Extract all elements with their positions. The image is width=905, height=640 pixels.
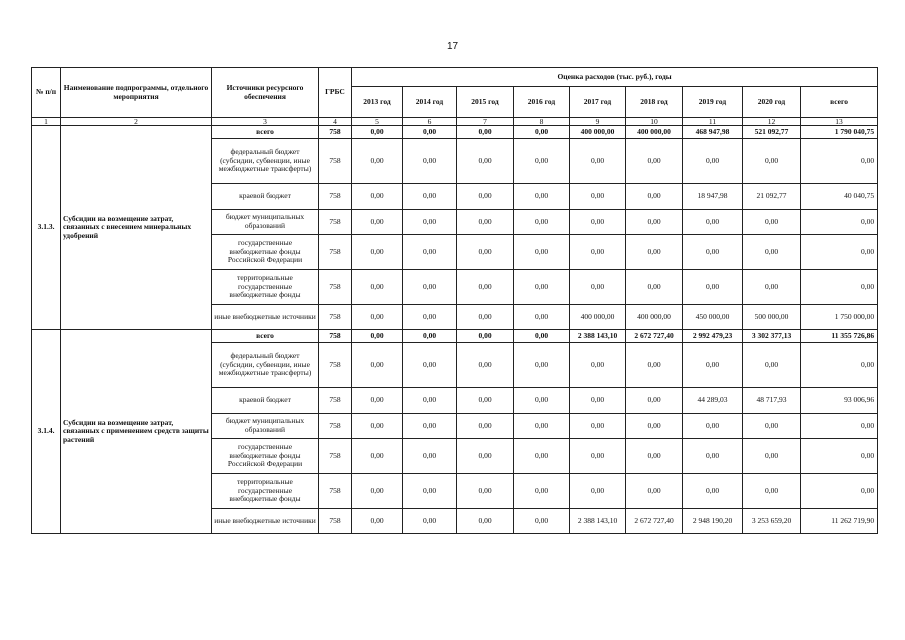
year-value: 0,00 [683,474,743,509]
funding-source: краевой бюджет [212,184,319,210]
year-value: 0,00 [352,330,403,343]
total-value: 93 006,96 [801,388,878,414]
header-year: 2018 год [626,87,683,118]
funding-source: всего [212,330,319,343]
column-number: 4 [319,118,352,126]
grbs-code: 758 [319,414,352,439]
year-value: 0,00 [457,330,514,343]
funding-source: бюджет муниципальных образований [212,414,319,439]
year-value: 0,00 [352,509,403,534]
year-value: 0,00 [683,235,743,270]
year-value: 48 717,93 [743,388,801,414]
year-value: 0,00 [352,414,403,439]
event-code: 3.1.3. [32,126,61,330]
year-value: 0,00 [403,474,457,509]
year-value: 0,00 [743,270,801,305]
year-value: 0,00 [683,343,743,388]
grbs-code: 758 [319,235,352,270]
total-value: 0,00 [801,210,878,235]
column-number: 3 [212,118,319,126]
total-value: 0,00 [801,439,878,474]
year-value: 0,00 [352,270,403,305]
expense-table [31,67,878,534]
grbs-code: 758 [319,439,352,474]
year-value: 0,00 [403,388,457,414]
year-value: 0,00 [743,210,801,235]
event-name: Субсидии на возмещение затрат, связанных с внесением минеральных удобрений [61,126,212,330]
year-value: 400 000,00 [626,305,683,330]
year-value: 0,00 [352,139,403,184]
year-value: 0,00 [626,439,683,474]
total-value: 0,00 [801,235,878,270]
year-value: 0,00 [626,210,683,235]
funding-source: территориальные государственные внебюджетные фонды [212,474,319,509]
year-value: 0,00 [403,330,457,343]
funding-source: иные внебюджетные источники [212,509,319,534]
funding-source: территориальные государственные внебюджетные фонды [212,270,319,305]
table-row-total [32,330,878,343]
total-value: 1 790 040,75 [801,126,878,139]
total-value: 0,00 [801,474,878,509]
year-value: 2 672 727,40 [626,509,683,534]
funding-source: государственные внебюджетные фонды Российской Федерации [212,439,319,474]
grbs-code: 758 [319,184,352,210]
header-total: всего [801,87,878,118]
year-value: 0,00 [514,330,570,343]
year-value: 0,00 [457,388,514,414]
grbs-code: 758 [319,388,352,414]
year-value: 0,00 [570,343,626,388]
header-year: 2016 год [514,87,570,118]
column-number: 7 [457,118,514,126]
year-value: 0,00 [626,139,683,184]
year-value: 0,00 [457,235,514,270]
year-value: 0,00 [683,210,743,235]
table-header [32,68,878,126]
year-value: 0,00 [626,414,683,439]
column-number: 6 [403,118,457,126]
year-value: 0,00 [514,474,570,509]
year-value: 0,00 [514,305,570,330]
year-value: 0,00 [514,270,570,305]
year-value: 0,00 [403,270,457,305]
year-value: 0,00 [570,474,626,509]
event-code: 3.1.4. [32,330,61,534]
column-number: 8 [514,118,570,126]
year-value: 0,00 [683,270,743,305]
year-value: 0,00 [352,343,403,388]
header-sources: Источники ресурсного обеспечения [212,68,319,118]
grbs-code: 758 [319,343,352,388]
grbs-code: 758 [319,305,352,330]
funding-source: краевой бюджет [212,388,319,414]
column-number: 5 [352,118,403,126]
total-value: 11 262 719,90 [801,509,878,534]
year-value: 0,00 [457,414,514,439]
funding-source: иные внебюджетные источники [212,305,319,330]
year-value: 0,00 [403,343,457,388]
year-value: 0,00 [457,509,514,534]
year-value: 3 302 377,13 [743,330,801,343]
total-value: 0,00 [801,343,878,388]
year-value: 0,00 [403,126,457,139]
total-value: 0,00 [801,414,878,439]
year-value: 0,00 [626,270,683,305]
year-value: 0,00 [626,184,683,210]
year-value: 2 388 143,10 [570,330,626,343]
year-value: 0,00 [514,235,570,270]
year-value: 400 000,00 [626,126,683,139]
year-value: 0,00 [403,210,457,235]
year-value: 0,00 [683,414,743,439]
year-value: 0,00 [457,343,514,388]
year-value: 0,00 [683,439,743,474]
funding-source: всего [212,126,319,139]
year-value: 0,00 [743,474,801,509]
year-value: 2 992 479,23 [683,330,743,343]
year-value: 500 000,00 [743,305,801,330]
year-value: 0,00 [457,270,514,305]
year-value: 0,00 [514,439,570,474]
year-value: 468 947,98 [683,126,743,139]
year-value: 0,00 [514,139,570,184]
year-value: 0,00 [570,184,626,210]
year-value: 0,00 [352,305,403,330]
year-value: 450 000,00 [683,305,743,330]
year-value: 400 000,00 [570,126,626,139]
year-value: 0,00 [743,414,801,439]
grbs-code: 758 [319,139,352,184]
year-value: 2 948 190,20 [683,509,743,534]
header-year: 2020 год [743,87,801,118]
year-value: 0,00 [570,270,626,305]
year-value: 2 388 143,10 [570,509,626,534]
column-number-row [32,118,878,126]
grbs-code: 758 [319,330,352,343]
year-value: 0,00 [457,474,514,509]
column-number: 10 [626,118,683,126]
year-value: 0,00 [457,439,514,474]
year-value: 0,00 [403,235,457,270]
funding-source: федеральный бюджет (субсидии, субвенции, иные межбюджетные трансферты) [212,343,319,388]
year-value: 0,00 [743,343,801,388]
column-number: 11 [683,118,743,126]
year-value: 0,00 [570,235,626,270]
grbs-code: 758 [319,126,352,139]
year-value: 0,00 [743,139,801,184]
grbs-code: 758 [319,270,352,305]
year-value: 0,00 [352,474,403,509]
year-value: 0,00 [403,305,457,330]
header-year: 2013 год [352,87,403,118]
event-name: Субсидии на возмещение затрат, связанных с применением средств защиты растений [61,330,212,534]
year-value: 0,00 [403,439,457,474]
page-number: 17 [446,41,459,52]
year-value: 0,00 [352,126,403,139]
year-value: 0,00 [514,184,570,210]
grbs-code: 758 [319,509,352,534]
year-value: 0,00 [352,210,403,235]
year-value: 0,00 [403,414,457,439]
year-value: 0,00 [570,210,626,235]
year-value: 0,00 [570,388,626,414]
year-value: 0,00 [457,305,514,330]
column-number: 1 [32,118,61,126]
year-value: 18 947,98 [683,184,743,210]
year-value: 0,00 [352,439,403,474]
grbs-code: 758 [319,210,352,235]
header-year: 2017 год [570,87,626,118]
year-value: 0,00 [514,343,570,388]
year-value: 0,00 [683,139,743,184]
year-value: 0,00 [457,184,514,210]
year-value: 0,00 [626,388,683,414]
table-row-total [32,126,878,139]
year-value: 0,00 [403,509,457,534]
year-value: 0,00 [743,439,801,474]
funding-source: федеральный бюджет (субсидии, субвенции, иные межбюджетные трансферты) [212,139,319,184]
column-number: 2 [61,118,212,126]
year-value: 0,00 [570,439,626,474]
year-value: 521 092,77 [743,126,801,139]
funding-source: бюджет муниципальных образований [212,210,319,235]
year-value: 0,00 [403,139,457,184]
year-value: 0,00 [352,235,403,270]
total-value: 0,00 [801,139,878,184]
table-body [32,126,878,534]
year-value: 0,00 [514,414,570,439]
column-number: 13 [801,118,878,126]
grbs-code: 758 [319,474,352,509]
year-value: 0,00 [626,474,683,509]
year-value: 21 092,77 [743,184,801,210]
header-name: Наименование подпрограммы, отдельного мероприятия [61,68,212,118]
column-number: 9 [570,118,626,126]
header-estimate: Оценка расходов (тыс. руб.), годы [352,68,878,87]
header-grbs: ГРБС [319,68,352,118]
year-value: 0,00 [514,126,570,139]
year-value: 0,00 [352,184,403,210]
year-value: 0,00 [352,388,403,414]
total-value: 1 750 000,00 [801,305,878,330]
total-value: 40 040,75 [801,184,878,210]
year-value: 0,00 [514,388,570,414]
year-value: 0,00 [570,139,626,184]
year-value: 3 253 659,20 [743,509,801,534]
header-year: 2014 год [403,87,457,118]
year-value: 0,00 [457,126,514,139]
year-value: 0,00 [626,235,683,270]
year-value: 0,00 [626,343,683,388]
year-value: 44 289,03 [683,388,743,414]
year-value: 0,00 [457,139,514,184]
year-value: 0,00 [457,210,514,235]
total-value: 11 355 726,86 [801,330,878,343]
funding-source: государственные внебюджетные фонды Российской Федерации [212,235,319,270]
column-number: 12 [743,118,801,126]
header-number: № п/п [32,68,61,118]
year-value: 0,00 [403,184,457,210]
header-year: 2015 год [457,87,514,118]
total-value: 0,00 [801,270,878,305]
year-value: 0,00 [514,210,570,235]
year-value: 2 672 727,40 [626,330,683,343]
year-value: 400 000,00 [570,305,626,330]
year-value: 0,00 [570,414,626,439]
year-value: 0,00 [514,509,570,534]
year-value: 0,00 [743,235,801,270]
header-year: 2019 год [683,87,743,118]
